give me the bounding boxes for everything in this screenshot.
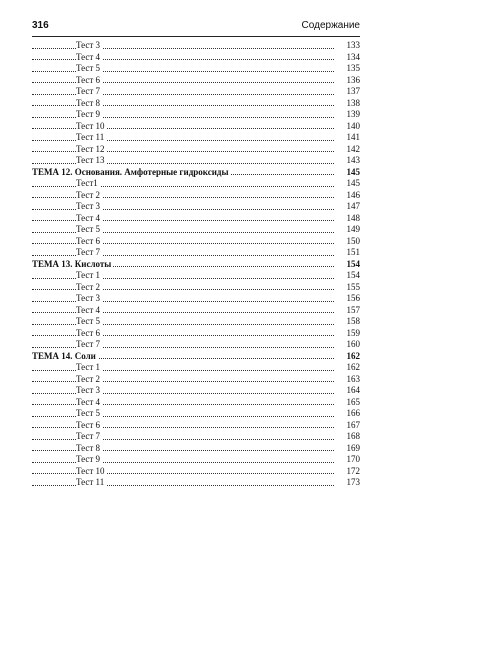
entry-page-number: 147 [336, 201, 360, 213]
toc-test-entry [32, 52, 360, 64]
entry-label: Тест 1 [76, 362, 101, 372]
entry-label: Тест 4 [76, 304, 101, 315]
toc-test-entry [32, 201, 360, 213]
toc-test-entry [32, 408, 360, 420]
entry-page-number: 168 [336, 431, 360, 443]
toc-test-entry [32, 121, 360, 133]
toc-test-entry [32, 443, 360, 455]
entry-page-number: 154 [336, 259, 360, 271]
toc-topic-entry [32, 351, 360, 363]
section-title: Содержание [301, 20, 360, 31]
toc-test-entry [32, 224, 360, 236]
toc-test-entry [32, 75, 360, 87]
entry-label: Тест 8 [76, 97, 101, 108]
entry-label: Тест 7 [76, 86, 101, 96]
entry-label: Тест 11 [76, 132, 105, 142]
entry-page-number: 145 [336, 178, 360, 190]
entry-page-number: 141 [336, 132, 360, 144]
toc-test-entry [32, 63, 360, 75]
entry-label: Тест 10 [76, 120, 105, 131]
entry-page-number: 157 [336, 305, 360, 317]
entry-label: Тест 2 [76, 281, 101, 292]
entry-label: Тест 9 [76, 454, 101, 464]
entry-label: ТЕМА 14. Соли [32, 350, 96, 361]
toc-test-entry [32, 132, 360, 144]
toc-test-entry [32, 213, 360, 225]
entry-page-number: 138 [336, 98, 360, 110]
toc-test-entry [32, 466, 360, 478]
entry-label: Тест 6 [76, 419, 101, 430]
toc-test-entry [32, 282, 360, 294]
entry-label: ТЕМА 13. Кислоты [32, 258, 112, 269]
toc-test-entry [32, 109, 360, 121]
entry-page-number: 148 [336, 213, 360, 225]
toc-test-entry [32, 328, 360, 340]
entry-page-number: 156 [336, 293, 360, 305]
entry-label: Тест 1 [76, 270, 101, 280]
entry-label: Тест 6 [76, 74, 101, 85]
page-number: 316 [32, 20, 49, 31]
toc-test-entry [32, 190, 360, 202]
toc-test-entry [32, 86, 360, 98]
entry-page-number: 150 [336, 236, 360, 248]
entry-page-number: 151 [336, 247, 360, 259]
toc-test-entry [32, 270, 360, 282]
entry-page-number: 170 [336, 454, 360, 466]
entry-label: Тест 9 [76, 109, 101, 119]
toc-test-entry [32, 374, 360, 386]
toc-test-entry [32, 385, 360, 397]
entry-label: Тест 3 [76, 293, 101, 303]
toc-test-entry [32, 420, 360, 432]
entry-page-number: 155 [336, 282, 360, 294]
toc-test-entry [32, 144, 360, 156]
toc-topic-entry [32, 259, 360, 271]
entry-page-number: 162 [336, 351, 360, 363]
toc-test-entry [32, 98, 360, 110]
entry-page-number: 163 [336, 374, 360, 386]
entry-label: Тест1 [76, 178, 98, 188]
toc-test-entry [32, 236, 360, 248]
entry-page-number: 134 [336, 52, 360, 64]
entry-label: Тест 13 [76, 155, 105, 165]
entry-page-number: 142 [336, 144, 360, 156]
entry-label: Тест 3 [76, 385, 101, 395]
entry-page-number: 160 [336, 339, 360, 351]
entry-page-number: 169 [336, 443, 360, 455]
entry-label: Тест 7 [76, 339, 101, 349]
toc-test-entry [32, 316, 360, 328]
entry-page-number: 137 [336, 86, 360, 98]
toc-test-entry [32, 178, 360, 190]
entry-page-number: 167 [336, 420, 360, 432]
entry-page-number: 146 [336, 190, 360, 202]
entry-page-number: 154 [336, 270, 360, 282]
entry-label: ТЕМА 12. Основания. Амфотерные гидроксиды [32, 166, 229, 177]
entry-page-number: 158 [336, 316, 360, 328]
toc-test-entry [32, 477, 360, 489]
entry-page-number: 140 [336, 121, 360, 133]
entry-page-number: 162 [336, 362, 360, 374]
entry-label: Тест 3 [76, 201, 101, 211]
toc-topic-entry [32, 167, 360, 179]
entry-label: Тест 12 [76, 143, 105, 154]
entry-page-number: 143 [336, 155, 360, 167]
entry-page-number: 135 [336, 63, 360, 75]
entry-label: Тест 5 [76, 316, 101, 326]
toc-test-entry [32, 431, 360, 443]
entry-label: Тест 7 [76, 247, 101, 257]
toc-test-entry [32, 305, 360, 317]
entry-label: Тест 4 [76, 212, 101, 223]
entry-page-number: 165 [336, 397, 360, 409]
entry-page-number: 172 [336, 466, 360, 478]
entry-label: Тест 5 [76, 408, 101, 418]
entry-label: Тест 5 [76, 224, 101, 234]
entry-page-number: 145 [336, 167, 360, 179]
entry-page-number: 136 [336, 75, 360, 87]
toc-test-entry [32, 155, 360, 167]
table-of-contents [32, 40, 360, 489]
entry-label: Тест 2 [76, 373, 101, 384]
toc-test-entry [32, 40, 360, 52]
entry-label: Тест 3 [76, 40, 101, 50]
toc-test-entry [32, 293, 360, 305]
toc-test-entry [32, 247, 360, 259]
entry-label: Тест 6 [76, 235, 101, 246]
entry-label: Тест 10 [76, 465, 105, 476]
toc-test-entry [32, 397, 360, 409]
entry-label: Тест 5 [76, 63, 101, 73]
entry-page-number: 149 [336, 224, 360, 236]
entry-label: Тест 8 [76, 442, 101, 453]
toc-test-entry [32, 362, 360, 374]
entry-page-number: 164 [336, 385, 360, 397]
toc-test-entry [32, 339, 360, 351]
entry-label: Тест 6 [76, 327, 101, 338]
entry-label: Тест 7 [76, 431, 101, 441]
entry-page-number: 159 [336, 328, 360, 340]
entry-label: Тест 2 [76, 189, 101, 200]
entry-label: Тест 11 [76, 477, 105, 487]
entry-label: Тест 4 [76, 51, 101, 62]
entry-page-number: 133 [336, 40, 360, 52]
toc-test-entry [32, 454, 360, 466]
running-header [32, 20, 360, 37]
entry-page-number: 166 [336, 408, 360, 420]
entry-page-number: 139 [336, 109, 360, 121]
entry-page-number: 173 [336, 477, 360, 489]
entry-label: Тест 4 [76, 396, 101, 407]
